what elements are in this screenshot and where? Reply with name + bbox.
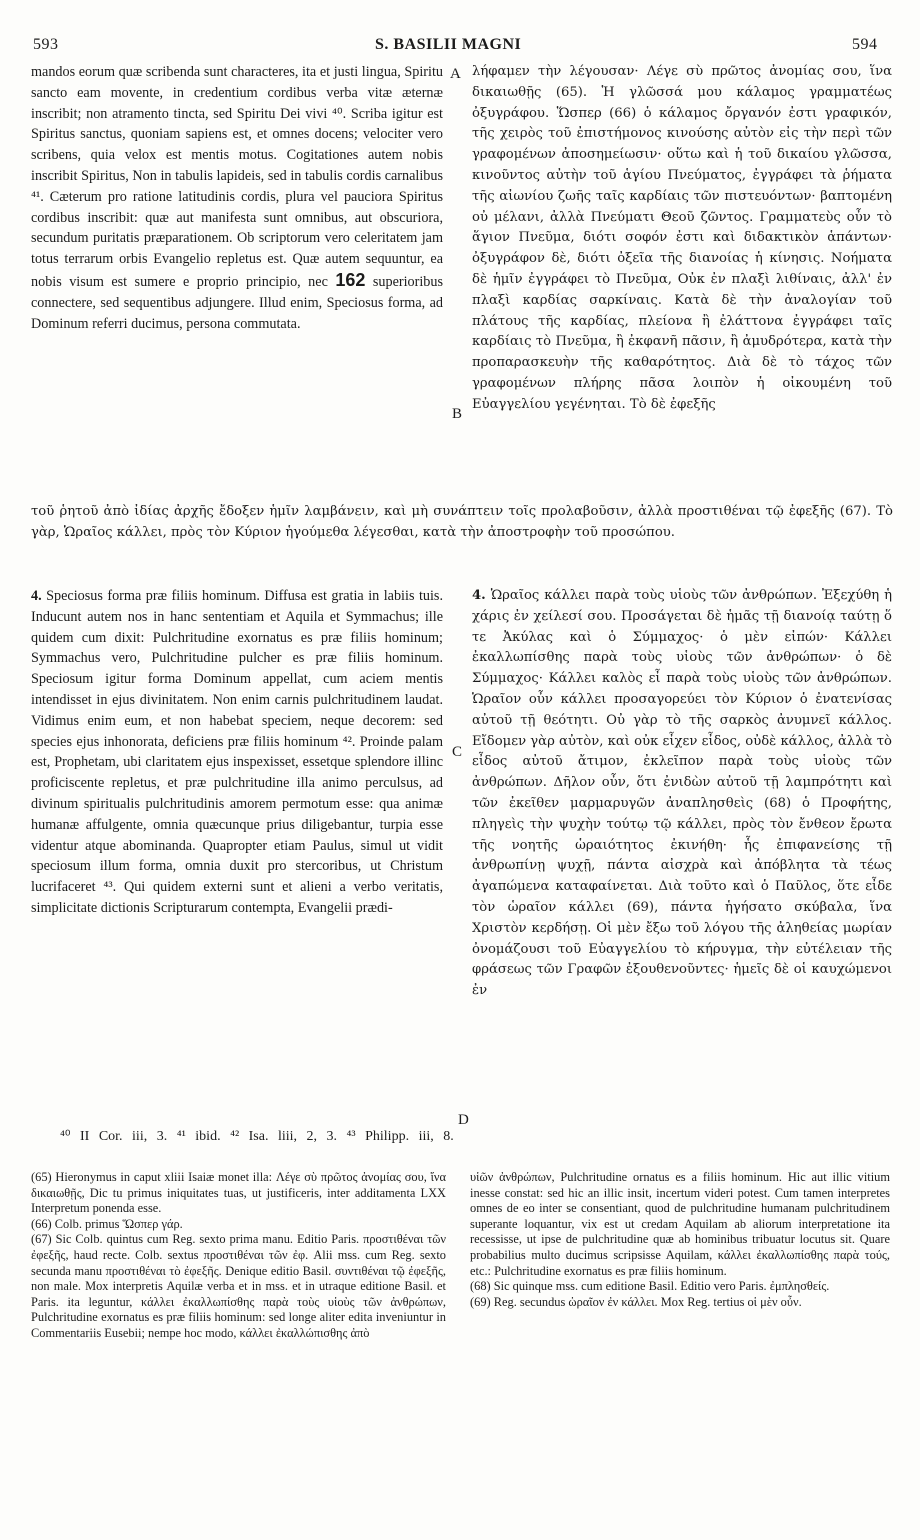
greek-column-bottom (472, 586, 892, 1002)
footnote: (66) Colb. primus Ὥσπερ γάρ. (31, 1216, 183, 1231)
greek-section-number: 4. (472, 588, 486, 603)
footnote: (67) Sic Colb. quintus cum Reg. sexto prima manu. Editio Paris. προστιθέναι τῶν ἐφεξῆς, haud recte. Colb. sextus προστιθέναι τῶν ἐφ. Alii mss. cum Reg. sexto secunda manu προστιθέναι τὸ ἐφεξῆς. Denique editio Basil. συντιθέναι τῷ ἐφεξῆς, non male. Mox interpretis Aquilæ verba et in mss. et in utraque editione Basil. et Paris. ita leguntur, κάλλει ἐκαλλωπίσθης παρὰ τοὺς υἱοὺς τῶν ἀνθρώπων, Pulchritudine exornatus es præ filiis hominum: sed longe aliter edita inveniuntur in Commentariis Eusebii; nempe hoc modo, κάλλει ἐκαλλώπισθης ἀπὸ (31, 1232, 446, 1340)
latin-top-text-after: superioribus connectere, sed sequentibus adjungere. Illud enim, Speciosus forma, ad Dominum referri ducimus, persona commutata. (31, 273, 444, 332)
page-number-left: 593 (33, 36, 59, 53)
footnote: (65) Hieronymus in caput xliii Isaiæ monet illa: Λέγε σὺ πρῶτος ἀνομίας σου, ἵνα δικαιωθῇς, Dic tu primus iniquitates tuas, ut justificeris, inter additamenta LXX Interpretum ponenda esse. (31, 1170, 446, 1216)
latin-column-top (31, 62, 443, 334)
footnote: (68) Sic quinque mss. cum editione Basil. Editio vero Paris. ἐμπλησθείς. (470, 1279, 830, 1294)
footnote: υἱῶν ἀνθρώπων, Pulchritudine ornatus es a filiis hominum. Hic aut illic vitium inesse constat: sed hic an illic insit, incertum videri potest. Cum tamen interpretes omnes de eo inter se consentiant, quod de pulchritudine humanam pulchritudinem superante loquantur, vix est ut credam Aquilam ab aliorum interpretatione ita recessisse, ut ipse de pulchritudine quæ ab hominibus tribuatur locutus sit. Quare probabilius multo ducimus scripsisse Aquilam, κάλλει ἐκαλλωπίσθης παρὰ τούς, etc.: Pulchritudine exornatus es præ filiis hominum. (470, 1170, 890, 1278)
column-number: 162 (335, 269, 366, 290)
page-number-right: 594 (852, 36, 878, 53)
footnote: (69) Reg. secundus ὡραῖον ἐν κάλλει. Mox Reg. tertius οἱ μὲν οὖν. (470, 1294, 802, 1309)
margin-marker-a: A (450, 66, 461, 82)
greek-full-width (31, 502, 893, 544)
footnotes-left (31, 1170, 446, 1342)
margin-marker-b: B (452, 406, 463, 422)
scripture-references: ⁴⁰ II Cor. iii, 3. ⁴¹ ibid. ⁴² Isa. liii, 2, 3. ⁴³ Philipp. iii, 8. (60, 1129, 454, 1144)
running-title: S. BASILII MAGNI (375, 36, 522, 53)
latin-section-number: 4. (31, 588, 42, 604)
greek-full-text: τοῦ ῥητοῦ ἀπὸ ἰδίας ἀρχῆς ἔδοξεν ἡμῖν λαμβάνειν, καὶ μὴ συνάπτειν τοῖς προλαβοῦσιν, ἀλλὰ προστιθέναι τῷ ἐφεξῆς (67). Τὸ γὰρ, Ὡραῖος κάλλει, πρὸς τὸν Κύριον ἡγούμεθα λέγεσθαι, κατὰ τὴν ἀποστροφὴν τοῦ προσώπου. (31, 504, 893, 540)
greek-column-top (472, 62, 892, 416)
margin-marker-d: D (458, 1112, 469, 1128)
footnotes-right (470, 1170, 890, 1310)
latin-column-bottom (31, 586, 443, 919)
latin-top-text: mandos eorum quæ scribenda sunt characteres, ita et justi lingua, Spiritu sancto eam movente, in credentium cordibus verba vitæ æternæ inscribit; non atramento tincta, sed Spiritu Dei vivi ⁴⁰. Scriba igitur est Spiritus sanctus, quoniam sapiens est, et omnes docens; velociter vero scribens, quia velox est mentis motus. Cogitationes autem nobis inscribit Spiritus, Non in tabulis lapideis, sed in tabulis cordis carnalibus ⁴¹. Cæterum pro ratione latitudinis cordis, plura vel pauciora Spiritus cordibus inscribit: quæ aut manifesta sunt omnibus, aut obscuriora, secundum puritatis præparationem. Ob scriptorum vero celeritatem jam totus terrarum orbis Evangelio repletus est. Quæ autem sequuntur, ea nobis visum est sumere e proprio principio, nec (31, 64, 443, 290)
greek-top-text: λήφαμεν τὴν λέγουσαν· Λέγε σὺ πρῶτος ἀνομίας σου, ἵνα δικαιωθῇς (65). Ἡ γλῶσσά μου κάλαμος γραμματέως ὀξυγράφου. Ὥσπερ (66) ὁ κάλαμος ὄργανόν ἐστι γραφικόν, τῆς χειρὸς τοῦ ἐπιστήμονος κινούσης αὐτὸν εἰς τὴν περὶ τῶν γραφομένων ἀποσημείωσιν· οὕτω καὶ ἡ τοῦ δικαίου γλῶσσα, κινοῦντος αὐτὴν τοῦ ἁγίου Πνεύματος, ἐγγράφει τὰ ῥήματα τῆς αἰωνίου ζωῆς ταῖς καρδίαις τῶν πιστευόντων· βαπτομένη οὐ μέλανι, ἀλλὰ Πνεύματι Θεοῦ ζῶντος. Γραμματεὺς οὖν τὸ ἅγιον Πνεῦμα, διότι σοφόν ἐστι καὶ διδακτικὸν ἁπάντων· ὀξυγράφον δὲ, διότι ὀξεῖα τῆς διανοίας ἡ κίνησις. Νοήματα δὲ ἡμῖν ἐγγράφει τὸ Πνεῦμα, Οὐκ ἐν πλαξὶ λιθίναις, ἀλλ' ἐν πλαξὶ καρδίας σαρκίναις. Κατὰ δὲ τὴν ἀναλογίαν τοῦ πλάτους τῆς καρδίας, πλείονα ἢ ἐλάττονα ἐγγράφει ταῖς καρδίαις τὸ Πνεῦμα, ἢ ἐκφανῆ πᾶσιν, ἢ ἀμυδρότερα, κατὰ τὴν προπαρασκευὴν τῆς καθαρότητος. Διὰ δὲ τὸ τάχος τῶν γραφομένων πλήρης πᾶσα λοιπὸν ἡ οἰκουμένη τοῦ Εὐαγγελίου γεγένηται. Τὸ δὲ ἐφεξῆς (472, 64, 892, 412)
latin-bottom-text: Speciosus forma præ filiis hominum. Diffusa est gratia in labiis tuis. Inducunt autem nos in hanc sententiam et Aquila et Symmachus; ille quidem cum dixit: Pulchritudine exornatus es præ filiis hominum; Symmachus vero, Pulchritudine pulcher es præ filiis hominum. Speciosum igitur forma Dominum appellat, cum aciem mentis intendisset in ejus divinitatem. Non enim carnis pulchritudinem laudat. Vidimus enim eum, et non habebat speciem, neque decorem: sed species ejus inhonorata, deficiens præ filiis hominum ⁴². Proinde palam est, Prophetam, ubi claritatem ejus inspexisset, essetque splendore illinc proficiscente repletus, et præ pulchritudine illa animo perculsus, ad divinum spiritualis pulchritudinis amorem permotum esse: qua animæ humanæ affulgente, omnia quæcunque prius diligebantur, turpia esse videntur atque abominanda. Quapropter etiam Paulus, simul ut vidit speciosum illum forma, omnia duxit pro stercoribus, ut Christum lucrifaceret ⁴³. Qui quidem externi sunt et alieni a verbo veritatis, simplicitate dictionis Scripturarum contempta, Evangelii prædi- (31, 588, 443, 916)
greek-bottom-text: Ὡραῖος κάλλει παρὰ τοὺς υἱοὺς τῶν ἀνθρώπων. Ἐξεχύθη ἡ χάρις ἐν χείλεσί σου. Προσάγεται δὲ ἡμᾶς τῇ διανοίᾳ ταύτῃ ὅ τε Ἀκύλας καὶ ὁ Σύμμαχος· ὁ μὲν εἰπών· Κάλλει ἐκαλλωπίσθης παρὰ τοὺς υἱοὺς τῶν ἀνθρώπων· ὁ δὲ Σύμμαχος· Κάλλει καλὸς εἶ παρὰ τοὺς υἱοὺς τῶν ἀνθρώπων. Ὡραῖον οὖν κάλλει προσαγορεύει τὸν Κύριον ὁ ἐνατενίσας αὐτοῦ τῇ θεότητι. Οὐ γὰρ τὸ τῆς σαρκὸς ἀνυμνεῖ κάλλος. Εἴδομεν γὰρ αὐτὸν, καὶ οὐκ εἶχεν εἶδος, οὐδὲ κάλλος, ἀλλὰ τὸ εἶδος αὐτοῦ ἄτιμον, ἐκλεῖπον παρὰ τοὺς υἱοὺς τῶν ἀνθρώπων. Δῆλον οὖν, ὅτι ἐνιδὼν αὐτοῦ τῇ λαμπρότητι καὶ τῶν ἐκεῖθεν μαρμαρυγῶν ἀναπλησθεὶς (68) ὁ Προφήτης, πληγεὶς τὴν ψυχὴν τούτῳ τῷ κάλλει, πρὸς τὸν ἔνθεον ἔρωτα τῆς νοητῆς ὡραιότητος ἐκινήθη· ἧς ἐπιφανείσης τῇ ἀνθρωπίνῃ ψυχῇ, πάντα αἰσχρὰ καὶ ἀπόβλητα τὰ τέως ἀγαπώμενα καταφαίνεται. Διὰ τοῦτο καὶ ὁ Παῦλος, ὅτε εἶδε τὸν ὡραῖον κάλλει (69), πάντα ἡγήσατο σκύβαλα, ἵνα Χριστὸν κερδήσῃ. Οἱ μὲν ἔξω τοῦ λόγου τῆς ἀληθείας μωρίαν ὀνομάζουσι τοῦ Εὐαγγελίου τὸ κήρυγμα, τὴν εὐτέλειαν τῆς φράσεως τῶν Γραφῶν ἐξουθενοῦντες· ἡμεῖς δὲ οἱ καυχώμενοι ἐν (472, 588, 892, 999)
margin-marker-c: C (452, 744, 463, 760)
